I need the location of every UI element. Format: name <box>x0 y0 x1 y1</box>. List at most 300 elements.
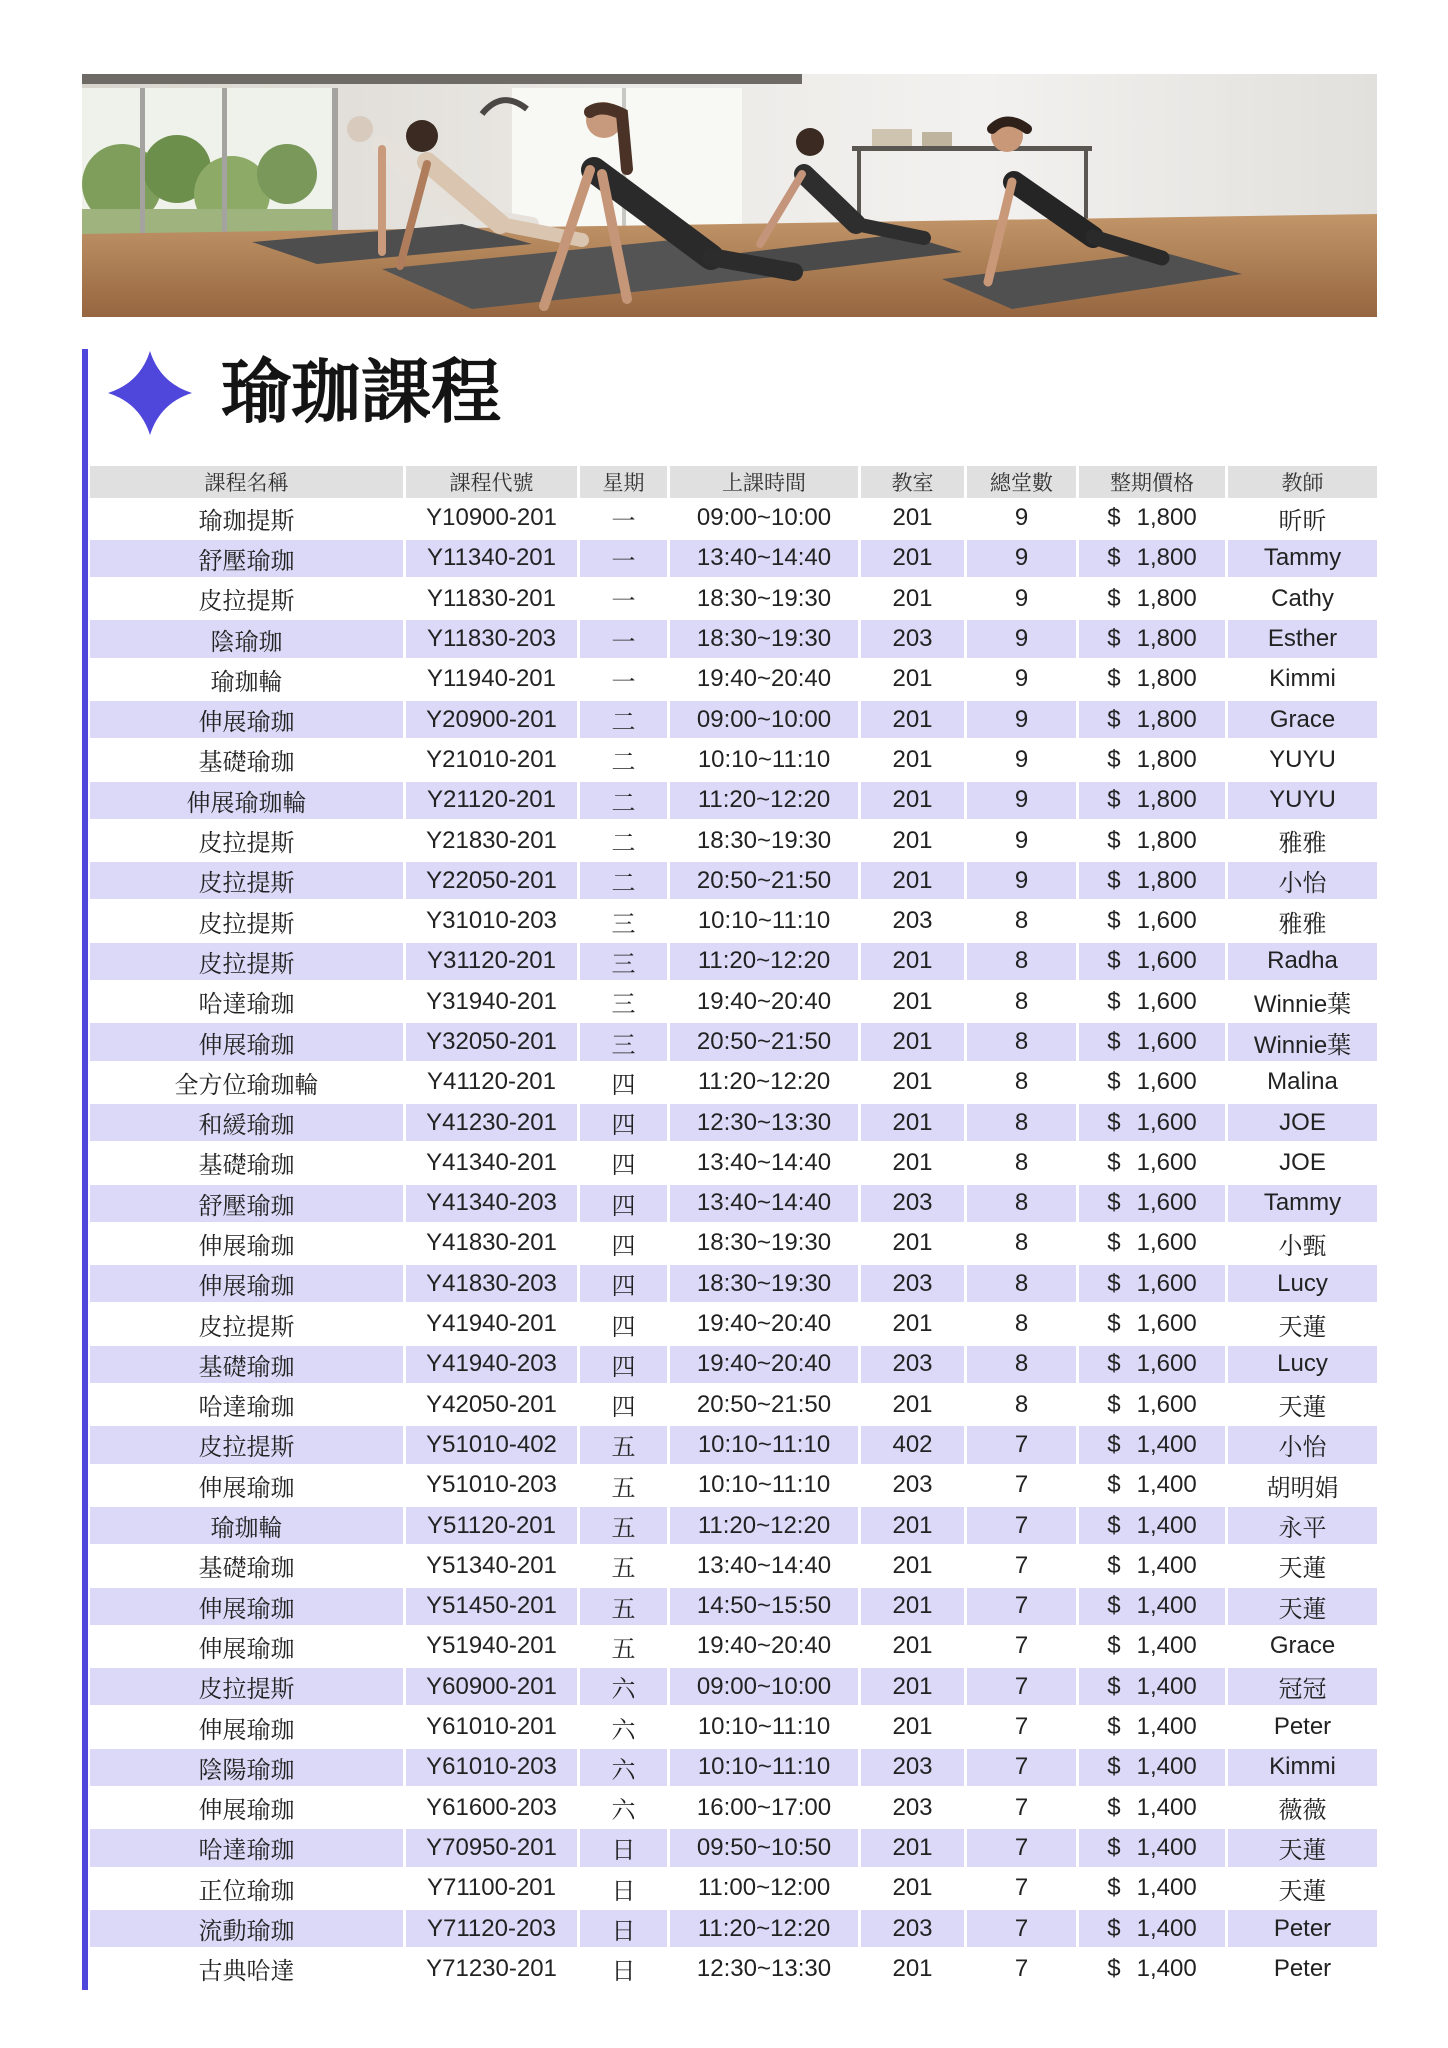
session-count-cell: 8 <box>1014 1068 1029 1096</box>
price-cell <box>1079 1910 1225 1947</box>
course-code-cell: Y61600-203 <box>426 1793 557 1821</box>
teacher-cell: Lucy <box>1228 1346 1377 1383</box>
currency-symbol: $ <box>1107 866 1121 894</box>
price-cell <box>1079 1709 1225 1746</box>
class-time-cell: 18:30~19:30 <box>670 1265 858 1302</box>
session-count-cell: 7 <box>1014 1793 1029 1821</box>
class-time-cell: 20:50~21:50 <box>696 1390 832 1418</box>
class-time-cell: 13:40~14:40 <box>670 1185 858 1222</box>
page-title: 瑜珈課程 <box>221 351 501 433</box>
price-value: 1,400 <box>1136 1713 1197 1741</box>
price-cell <box>1079 540 1225 577</box>
price-cell <box>1079 1306 1225 1343</box>
course-code-cell: Y61010-201 <box>426 1713 557 1741</box>
course-code-cell: Y51340-201 <box>426 1551 557 1579</box>
price-cell <box>1079 782 1225 819</box>
price-value: 1,600 <box>1136 987 1197 1015</box>
course-name-cell: 伸展瑜珈 <box>198 1797 295 1825</box>
price-cell <box>1079 1023 1225 1060</box>
session-count-cell: 8 <box>967 1346 1076 1383</box>
class-time-cell: 16:00~17:00 <box>696 1793 832 1821</box>
table-row <box>90 861 1377 901</box>
price-cell <box>1079 741 1225 778</box>
currency-symbol: $ <box>1107 826 1121 854</box>
weekday-cell: 六 <box>611 1716 636 1744</box>
table-row <box>90 1788 1377 1828</box>
session-count-cell: 9 <box>1014 504 1029 532</box>
header-price: 整期價格 <box>1079 466 1225 498</box>
table-row <box>90 659 1377 699</box>
price-value: 1,800 <box>1136 584 1197 612</box>
course-code-cell: Y11830-203 <box>406 620 577 657</box>
course-table <box>90 466 1377 1989</box>
price-cell <box>1079 1547 1225 1584</box>
course-name-cell: 伸展瑜珈 <box>90 1023 403 1060</box>
weekday-cell: 三 <box>611 910 636 938</box>
session-count-cell: 8 <box>967 1104 1076 1141</box>
session-count-cell: 9 <box>1014 665 1029 693</box>
course-code-cell: Y20900-201 <box>406 701 577 738</box>
course-name-cell: 基礎瑜珈 <box>198 749 295 777</box>
teacher-cell: 天蓮 <box>1278 1555 1327 1583</box>
currency-symbol: $ <box>1107 584 1121 612</box>
classroom-cell: 201 <box>892 665 933 693</box>
course-code-cell: Y51120-201 <box>406 1507 577 1544</box>
course-code-cell: Y41120-201 <box>427 1068 556 1096</box>
price-value: 1,600 <box>1136 947 1197 975</box>
course-name-cell: 基礎瑜珈 <box>198 1152 295 1180</box>
price-value: 1,600 <box>1136 1390 1197 1418</box>
table-row <box>90 1586 1377 1626</box>
course-name-cell: 皮拉提斯 <box>198 1313 295 1341</box>
table-row <box>90 1344 1377 1384</box>
class-time-cell: 18:30~19:30 <box>696 584 832 612</box>
weekday-cell: 五 <box>580 1507 667 1544</box>
course-name-cell: 古典哈達 <box>198 1958 295 1986</box>
table-row <box>90 1908 1377 1948</box>
course-code-cell: Y42050-201 <box>426 1390 557 1418</box>
table-row <box>90 901 1377 941</box>
course-name-cell: 伸展瑜珈 <box>90 701 403 738</box>
teacher-cell: 天蓮 <box>1228 1829 1377 1866</box>
classroom-cell: 201 <box>892 987 933 1015</box>
weekday-cell: 五 <box>580 1588 667 1625</box>
course-name-cell: 流動瑜珈 <box>90 1910 403 1947</box>
weekday-cell: 五 <box>611 1555 636 1583</box>
teacher-cell: 天蓮 <box>1278 1313 1327 1341</box>
table-row <box>90 1425 1377 1465</box>
price-cell <box>1079 983 1225 1020</box>
currency-symbol: $ <box>1107 1551 1121 1579</box>
currency-symbol: $ <box>1107 1874 1121 1902</box>
course-code-cell: Y31940-201 <box>426 987 557 1015</box>
class-time-cell: 11:20~12:20 <box>670 782 858 819</box>
header-class-time: 上課時間 <box>670 466 858 498</box>
classroom-cell: 201 <box>892 826 933 854</box>
table-row <box>90 1465 1377 1505</box>
table-row <box>90 1505 1377 1545</box>
classroom-cell: 201 <box>892 504 933 532</box>
classroom-cell: 203 <box>861 1185 964 1222</box>
class-time-cell: 18:30~19:30 <box>696 1229 832 1257</box>
class-time-cell: 13:40~14:40 <box>696 1148 832 1176</box>
course-code-cell: Y41230-201 <box>406 1104 577 1141</box>
course-name-cell: 瑜珈輪 <box>90 1507 403 1544</box>
teacher-cell: Esther <box>1228 620 1377 657</box>
weekday-cell: 一 <box>580 540 667 577</box>
course-name-cell: 哈達瑜珈 <box>198 991 295 1019</box>
price-cell <box>1079 661 1225 698</box>
course-name-cell: 伸展瑜珈 <box>198 1716 295 1744</box>
teacher-cell: Kimmi <box>1269 665 1336 693</box>
teacher-cell: Cathy <box>1271 584 1334 612</box>
classroom-cell: 402 <box>861 1426 964 1463</box>
classroom-cell: 201 <box>861 540 964 577</box>
currency-symbol: $ <box>1107 1430 1121 1458</box>
table-row <box>90 780 1377 820</box>
session-count-cell: 9 <box>1014 745 1029 773</box>
course-code-cell: Y41830-203 <box>406 1265 577 1302</box>
price-cell <box>1079 1225 1225 1262</box>
class-time-cell: 12:30~13:30 <box>696 1954 832 1982</box>
price-cell <box>1079 500 1225 537</box>
session-count-cell: 8 <box>1014 1148 1029 1176</box>
currency-symbol: $ <box>1107 1269 1121 1297</box>
session-count-cell: 7 <box>1014 1551 1029 1579</box>
teacher-cell: 小甄 <box>1278 1232 1327 1260</box>
course-code-cell: Y41340-203 <box>406 1185 577 1222</box>
price-cell <box>1079 1507 1225 1544</box>
session-count-cell: 7 <box>1014 1954 1029 1982</box>
table-row <box>90 1102 1377 1142</box>
sparkle-star-icon <box>108 351 192 435</box>
course-code-cell: Y22050-201 <box>406 862 577 899</box>
class-time-cell: 12:30~13:30 <box>670 1104 858 1141</box>
weekday-cell: 二 <box>611 749 636 777</box>
class-time-cell: 13:40~14:40 <box>696 1551 832 1579</box>
session-count-cell: 7 <box>1014 1713 1029 1741</box>
teacher-cell: YUYU <box>1269 745 1336 773</box>
course-name-cell: 正位瑜珈 <box>198 1877 295 1905</box>
course-code-cell: Y41940-201 <box>426 1310 557 1338</box>
price-value: 1,800 <box>1136 504 1197 532</box>
teacher-cell: Grace <box>1269 1632 1336 1660</box>
table-row <box>90 498 1377 538</box>
price-cell <box>1079 1104 1225 1141</box>
course-code-cell: Y71230-201 <box>426 1954 557 1982</box>
session-count-cell: 8 <box>1014 907 1029 935</box>
teacher-cell: Tammy <box>1228 540 1377 577</box>
price-value: 1,400 <box>1136 1511 1197 1539</box>
course-name-cell: 基礎瑜珈 <box>198 1555 295 1583</box>
price-cell <box>1079 1628 1225 1665</box>
table-row <box>90 1385 1377 1425</box>
price-cell <box>1079 1749 1225 1786</box>
session-count-cell: 8 <box>1014 1310 1029 1338</box>
course-name-cell: 伸展瑜珈 <box>90 1265 403 1302</box>
course-code-cell: Y11940-201 <box>427 665 556 693</box>
session-count-cell: 9 <box>967 782 1076 819</box>
teacher-cell: 小怡 <box>1228 862 1377 899</box>
classroom-cell: 201 <box>861 1829 964 1866</box>
teacher-cell: 薇薇 <box>1278 1797 1327 1825</box>
price-value: 1,400 <box>1136 1914 1197 1942</box>
table-row <box>90 740 1377 780</box>
currency-symbol: $ <box>1107 907 1121 935</box>
price-cell <box>1079 1265 1225 1302</box>
classroom-cell: 201 <box>861 1668 964 1705</box>
price-cell <box>1079 1426 1225 1463</box>
price-cell <box>1079 1185 1225 1222</box>
table-row <box>90 1828 1377 1868</box>
price-value: 1,400 <box>1136 1471 1197 1499</box>
teacher-cell: Kimmi <box>1228 1749 1377 1786</box>
weekday-cell: 五 <box>611 1474 636 1502</box>
teacher-cell: Winnie葉 <box>1253 991 1352 1019</box>
session-count-cell: 7 <box>967 1829 1076 1866</box>
weekday-cell: 五 <box>580 1426 667 1463</box>
class-time-cell: 09:00~10:00 <box>696 504 832 532</box>
course-name-cell: 哈達瑜珈 <box>198 1394 295 1422</box>
weekday-cell: 五 <box>611 1635 636 1663</box>
course-name-cell: 伸展瑜珈 <box>90 1588 403 1625</box>
course-code-cell: Y32050-201 <box>406 1023 577 1060</box>
table-row <box>90 1143 1377 1183</box>
course-name-cell: 和緩瑜珈 <box>90 1104 403 1141</box>
currency-symbol: $ <box>1107 665 1121 693</box>
currency-symbol: $ <box>1107 1068 1121 1096</box>
classroom-cell: 201 <box>892 584 933 612</box>
teacher-cell: Malina <box>1267 1068 1338 1096</box>
course-code-cell: Y51010-203 <box>426 1471 557 1499</box>
price-value: 1,800 <box>1136 544 1197 572</box>
classroom-cell: 201 <box>861 862 964 899</box>
class-time-cell: 19:40~20:40 <box>696 1310 832 1338</box>
teacher-cell: YUYU <box>1228 782 1377 819</box>
table-row <box>90 699 1377 739</box>
classroom-cell: 201 <box>892 1068 933 1096</box>
price-value: 1,400 <box>1136 1753 1197 1781</box>
weekday-cell: 三 <box>580 943 667 980</box>
teacher-cell: 胡明娟 <box>1266 1474 1339 1502</box>
table-row <box>90 579 1377 619</box>
weekday-cell: 四 <box>611 1313 636 1341</box>
teacher-cell: Tammy <box>1228 1185 1377 1222</box>
currency-symbol: $ <box>1107 1189 1121 1217</box>
price-value: 1,600 <box>1136 1310 1197 1338</box>
price-value: 1,800 <box>1136 625 1197 653</box>
currency-symbol: $ <box>1107 1672 1121 1700</box>
table-row <box>90 1546 1377 1586</box>
table-row <box>90 1707 1377 1747</box>
classroom-cell: 201 <box>892 1874 933 1902</box>
price-value: 1,600 <box>1136 1148 1197 1176</box>
price-cell <box>1079 1870 1225 1907</box>
price-value: 1,400 <box>1136 1672 1197 1700</box>
table-row <box>90 1304 1377 1344</box>
session-count-cell: 8 <box>967 1265 1076 1302</box>
currency-symbol: $ <box>1107 705 1121 733</box>
weekday-cell: 四 <box>611 1232 636 1260</box>
course-name-cell: 瑜珈輪 <box>210 668 283 696</box>
class-time-cell: 10:10~11:10 <box>697 1471 831 1499</box>
currency-symbol: $ <box>1107 1471 1121 1499</box>
price-value: 1,400 <box>1136 1430 1197 1458</box>
header-teacher: 教師 <box>1228 466 1377 498</box>
table-row <box>90 1868 1377 1908</box>
table-header-row <box>90 466 1377 498</box>
course-name-cell: 伸展瑜珈 <box>198 1232 295 1260</box>
currency-symbol: $ <box>1107 1390 1121 1418</box>
class-time-cell: 11:20~12:20 <box>670 1507 858 1544</box>
currency-symbol: $ <box>1107 1229 1121 1257</box>
currency-symbol: $ <box>1107 1028 1121 1055</box>
price-cell <box>1079 903 1225 940</box>
header-classroom: 教室 <box>861 466 964 498</box>
weekday-cell: 四 <box>611 1071 636 1099</box>
session-count-cell: 7 <box>967 1588 1076 1625</box>
course-code-cell: Y51940-201 <box>426 1632 557 1660</box>
classroom-cell: 201 <box>861 701 964 738</box>
teacher-cell: 昕昕 <box>1278 507 1327 535</box>
course-name-cell: 皮拉提斯 <box>198 830 295 858</box>
weekday-cell: 日 <box>611 1877 636 1905</box>
session-count-cell: 7 <box>1014 1632 1029 1660</box>
currency-symbol: $ <box>1107 504 1121 532</box>
classroom-cell: 203 <box>892 1471 933 1499</box>
price-value: 1,800 <box>1136 826 1197 854</box>
table-row <box>90 1223 1377 1263</box>
weekday-cell: 三 <box>580 1023 667 1060</box>
classroom-cell: 201 <box>861 1507 964 1544</box>
weekday-cell: 四 <box>611 1152 636 1180</box>
currency-symbol: $ <box>1107 1954 1121 1982</box>
course-name-cell: 皮拉提斯 <box>90 1426 403 1463</box>
teacher-cell: Lucy <box>1228 1265 1377 1302</box>
class-time-cell: 09:00~10:00 <box>670 1668 858 1705</box>
teacher-cell: 小怡 <box>1228 1426 1377 1463</box>
session-count-cell: 7 <box>967 1668 1076 1705</box>
course-code-cell: Y51450-201 <box>406 1588 577 1625</box>
classroom-cell: 203 <box>861 620 964 657</box>
weekday-cell: 日 <box>580 1829 667 1866</box>
price-cell <box>1079 1144 1225 1181</box>
teacher-cell: 冠冠 <box>1228 1668 1377 1705</box>
classroom-cell: 201 <box>892 745 933 773</box>
table-row <box>90 1667 1377 1707</box>
class-time-cell: 10:10~11:10 <box>697 907 831 935</box>
class-time-cell: 19:40~20:40 <box>670 1346 858 1383</box>
price-cell <box>1079 862 1225 899</box>
weekday-cell: 一 <box>611 507 636 535</box>
weekday-cell: 一 <box>611 588 636 616</box>
teacher-cell: Grace <box>1228 701 1377 738</box>
classroom-cell: 201 <box>861 943 964 980</box>
price-value: 1,800 <box>1136 745 1197 773</box>
header-session-count: 總堂數 <box>967 466 1076 498</box>
accent-side-bar <box>82 349 88 1990</box>
weekday-cell: 二 <box>611 830 636 858</box>
classroom-cell: 201 <box>892 1310 933 1338</box>
currency-symbol: $ <box>1107 1310 1121 1338</box>
weekday-cell: 日 <box>611 1958 636 1986</box>
course-name-cell: 皮拉提斯 <box>90 1668 403 1705</box>
teacher-cell: 雅雅 <box>1278 910 1327 938</box>
weekday-cell: 六 <box>611 1797 636 1825</box>
table-row <box>90 820 1377 860</box>
session-count-cell: 8 <box>967 943 1076 980</box>
price-value: 1,400 <box>1136 1592 1197 1620</box>
currency-symbol: $ <box>1107 1833 1121 1861</box>
header-course-code: 課程代號 <box>406 466 577 498</box>
course-code-cell: Y21010-201 <box>426 745 557 773</box>
course-name-cell: 舒壓瑜珈 <box>90 540 403 577</box>
class-time-cell: 10:10~11:10 <box>670 1426 858 1463</box>
currency-symbol: $ <box>1107 1511 1121 1539</box>
course-name-cell: 皮拉提斯 <box>198 910 295 938</box>
table-row <box>90 1264 1377 1304</box>
course-code-cell: Y71120-203 <box>406 1910 577 1947</box>
classroom-cell: 203 <box>861 1265 964 1302</box>
currency-symbol: $ <box>1107 745 1121 773</box>
course-code-cell: Y41830-201 <box>426 1229 557 1257</box>
class-time-cell: 19:40~20:40 <box>696 987 832 1015</box>
course-code-cell: Y11340-201 <box>406 540 577 577</box>
course-code-cell: Y61010-203 <box>406 1749 577 1786</box>
session-count-cell: 9 <box>967 540 1076 577</box>
classroom-cell: 201 <box>892 1148 933 1176</box>
classroom-cell: 203 <box>861 1910 964 1947</box>
course-code-cell: Y11830-201 <box>427 584 556 612</box>
price-cell <box>1079 1789 1225 1826</box>
weekday-cell: 一 <box>611 668 636 696</box>
currency-symbol: $ <box>1107 987 1121 1015</box>
price-value: 1,400 <box>1136 1833 1197 1861</box>
table-row <box>90 619 1377 659</box>
course-code-cell: Y31010-203 <box>426 907 557 935</box>
class-time-cell: 20:50~21:50 <box>670 862 858 899</box>
teacher-cell: Radha <box>1228 943 1377 980</box>
course-name-cell: 陰陽瑜珈 <box>90 1749 403 1786</box>
currency-symbol: $ <box>1107 1632 1121 1660</box>
weekday-cell: 日 <box>580 1910 667 1947</box>
price-cell <box>1079 1588 1225 1625</box>
weekday-cell: 二 <box>580 701 667 738</box>
price-value: 1,600 <box>1136 1068 1197 1096</box>
price-value: 1,600 <box>1136 1350 1197 1378</box>
class-time-cell: 10:10~11:10 <box>697 1713 831 1741</box>
class-time-cell: 14:50~15:50 <box>670 1588 858 1625</box>
price-cell <box>1079 620 1225 657</box>
weekday-cell: 四 <box>580 1104 667 1141</box>
teacher-cell: Peter <box>1228 1910 1377 1947</box>
classroom-cell: 201 <box>892 1713 933 1741</box>
course-name-cell: 陰瑜珈 <box>90 620 403 657</box>
price-cell <box>1079 1386 1225 1423</box>
table-row <box>90 1022 1377 1062</box>
session-count-cell: 9 <box>1014 826 1029 854</box>
currency-symbol: $ <box>1107 1592 1121 1620</box>
teacher-cell: 雅雅 <box>1278 830 1327 858</box>
currency-symbol: $ <box>1107 1108 1121 1136</box>
course-name-cell: 瑜珈提斯 <box>198 507 295 535</box>
price-value: 1,400 <box>1136 1954 1197 1982</box>
currency-symbol: $ <box>1107 786 1121 814</box>
price-value: 1,600 <box>1136 1229 1197 1257</box>
course-name-cell: 舒壓瑜珈 <box>90 1185 403 1222</box>
session-count-cell: 8 <box>1014 987 1029 1015</box>
course-code-cell: Y10900-201 <box>426 504 557 532</box>
